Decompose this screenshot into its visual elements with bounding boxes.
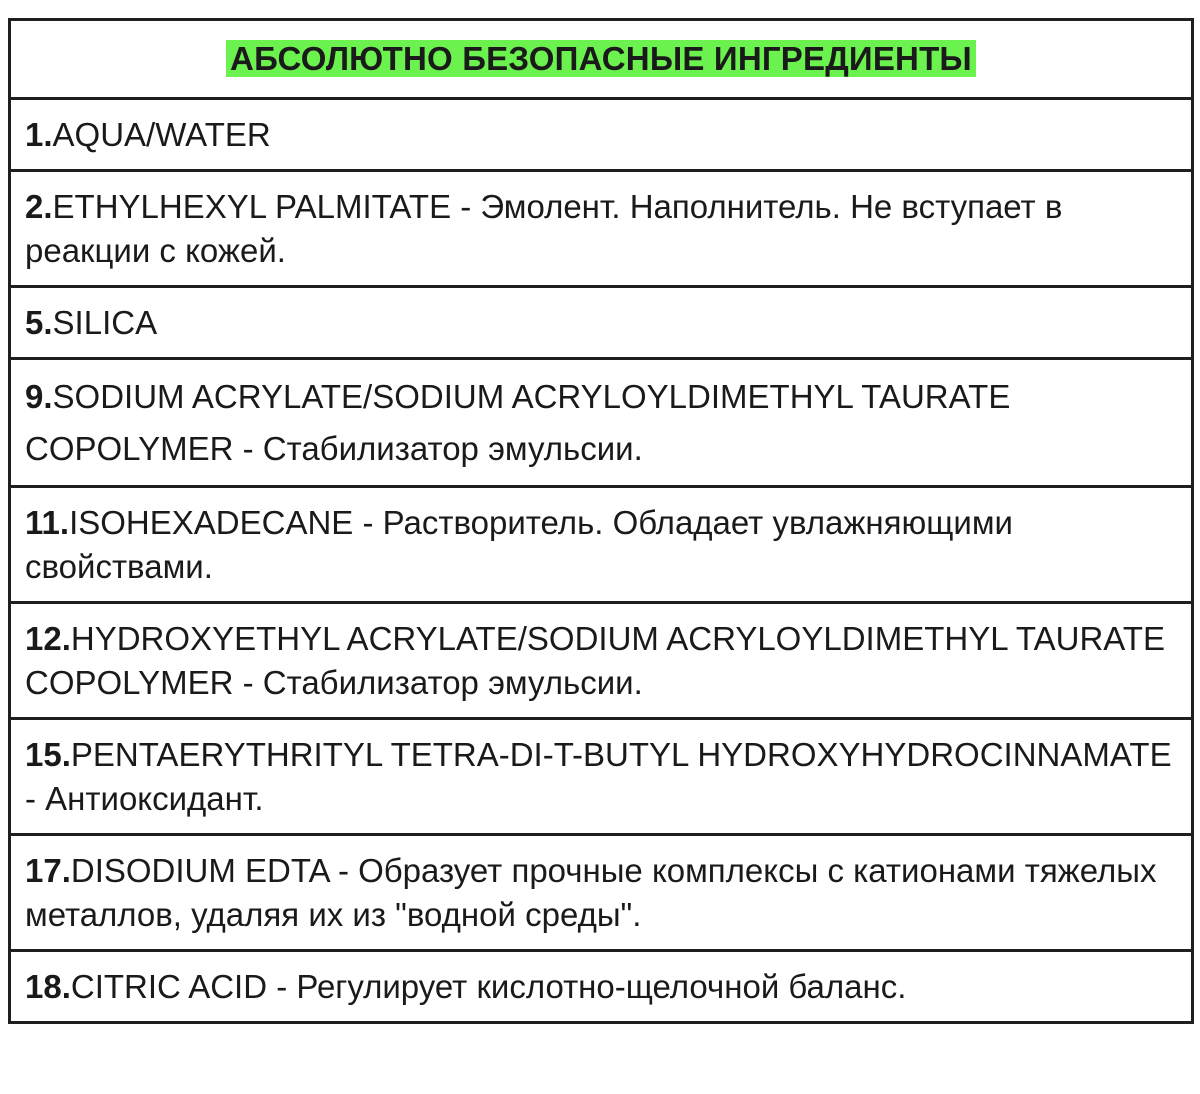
table-cell (10, 835, 1193, 951)
ingredient-text: SILICA (52, 303, 158, 341)
table-row (10, 835, 1193, 951)
table-title: АБСОЛЮТНО БЕЗОПАСНЫЕ ИНГРЕДИЕНТЫ (226, 40, 976, 77)
ingredient-text: SODIUM ACRYLATE/SODIUM ACRYLOYLDIMETHYL TAURATE COPOLYMER - Стабилизатор эмульсии. (25, 377, 1011, 467)
table-row (10, 171, 1193, 287)
ingredient-text: DISODIUM EDTA - Образует прочные комплексы с катионами тяжелых металлов, удаляя их из "водной среды". (25, 851, 1157, 933)
table-header-cell (10, 20, 1193, 99)
table-row (10, 719, 1193, 835)
ingredients-table (8, 18, 1194, 1024)
ingredient-number: 11. (25, 503, 70, 541)
ingredient-number: 9. (25, 377, 53, 415)
table-header-row (10, 20, 1193, 99)
table-cell (10, 951, 1193, 1023)
table-cell (10, 603, 1193, 719)
table-row (10, 603, 1193, 719)
ingredient-number: 18. (25, 967, 71, 1005)
table-cell (10, 359, 1193, 487)
ingredient-number: 15. (25, 735, 71, 773)
table-cell (10, 287, 1193, 359)
table-row (10, 99, 1193, 171)
table-cell (10, 719, 1193, 835)
ingredient-text: ETHYLHEXYL PALMITATE - Эмолент. Наполнитель. Не вступает в реакции с кожей. (25, 187, 1063, 269)
ingredient-number: 5. (25, 303, 53, 341)
table-row (10, 287, 1193, 359)
table-row (10, 487, 1193, 603)
ingredient-number: 12. (25, 619, 71, 657)
ingredient-number: 1. (25, 115, 53, 153)
ingredient-text: CITRIC ACID - Регулирует кислотно-щелочной баланс. (70, 967, 907, 1005)
table-row (10, 951, 1193, 1023)
table-cell (10, 99, 1193, 171)
ingredient-text: PENTAERYTHRITYL TETRA-DI-T-BUTYL HYDROXYHYDROCINNAMATE - Антиоксидант. (25, 735, 1172, 817)
ingredient-text: HYDROXYETHYL ACRYLATE/SODIUM ACRYLOYLDIMETHYL TAURATE COPOLYMER - Стабилизатор эмульсии. (25, 619, 1166, 701)
ingredient-number: 2. (25, 187, 53, 225)
ingredient-number: 17. (25, 851, 71, 889)
table-cell (10, 487, 1193, 603)
table-row (10, 359, 1193, 487)
table-cell (10, 171, 1193, 287)
ingredient-text: ISOHEXADECANE - Растворитель. Обладает увлажняющими свойствами. (25, 503, 1013, 585)
ingredient-text: AQUA/WATER (52, 115, 271, 153)
